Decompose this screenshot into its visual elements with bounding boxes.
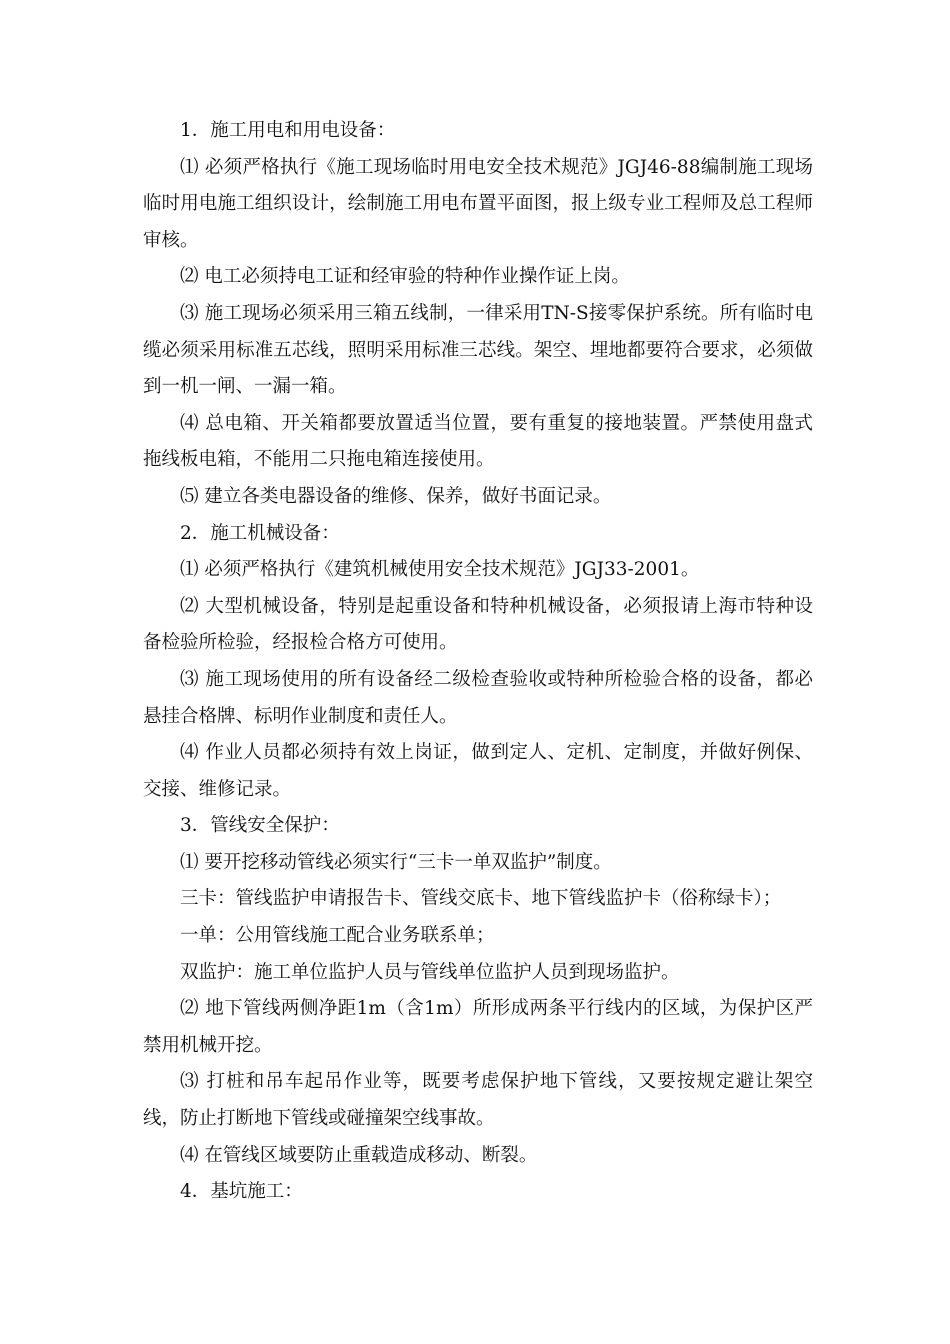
paragraph: 三卡：管线监护申请报告卡、管线交底卡、地下管线监护卡（俗称绿卡）； (180, 888, 782, 910)
section-heading-machinery: 2．施工机械设备： (180, 522, 340, 544)
section-heading-electrical: 1．施工用电和用电设备： (180, 120, 396, 141)
paragraph: ⑵ 地下管线两侧净距1m（含1m）所形成两条平行线内的区域，为保护区严禁用机械开挖。 (143, 998, 813, 1056)
section-heading-foundation-pit: 4．基坑施工： (180, 1181, 303, 1203)
paragraph: ⑶ 施工现场必须采用三箱五线制，一律采用TN-S接零保护系统。所有临时电缆必须采用标准五芯线，照明采用标准三芯线。架空、埋地都要符合要求，必须做到一机一闸、一漏一箱。 (143, 302, 813, 398)
document-body (143, 113, 813, 1211)
paragraph: 一单：公用管线施工配合业务联系单； (180, 925, 495, 947)
paragraph: ⑶ 打桩和吊车起吊作业等，既要考虑保护地下管线，又要按规定避让架空线，防止打断地下管线或碰撞架空线事故。 (143, 1071, 813, 1130)
paragraph: ⑵ 电工必须持电工证和经审验的特种作业操作证上岗。 (180, 266, 630, 288)
paragraph: ⑷ 总电箱、开关箱都要放置适当位置，要有重复的接地装置。严禁使用盘式拖线板电箱，不能用二只拖电箱连接使用。 (143, 412, 813, 471)
paragraph: ⑸ 建立各类电器设备的维修、保养，做好书面记录。 (180, 485, 612, 507)
paragraph: ⑷ 作业人员都必须持有效上岗证，做到定人、定机、定制度，并做好例保、交接、维修记录。 (143, 742, 813, 800)
section-heading-pipeline: 3．管线安全保护： (180, 815, 340, 837)
paragraph: ⑷ 在管线区域要防止重载造成移动、断裂。 (180, 1144, 538, 1166)
paragraph: 双监护：施工单位监护人员与管线单位监护人员到现场监护。 (180, 961, 680, 983)
paragraph: ⑶ 施工现场使用的所有设备经二级检查验收或特种所检验合格的设备，都必悬挂合格牌、标明作业制度和责任人。 (143, 668, 813, 727)
paragraph: ⑴ 必须严格执行《施工现场临时用电安全技术规范》JGJ46-88编制施工现场临时用电施工组织设计，绘制施工用电布置平面图，报上级专业工程师及总工程师审核。 (143, 156, 813, 251)
paragraph: ⑴ 要开挖移动管线必须实行“三卡一单双监护”制度。 (180, 851, 612, 873)
paragraph: ⑴ 必须严格执行《建筑机械使用安全技术规范》JGJ33-2001。 (180, 559, 700, 581)
paragraph: ⑵ 大型机械设备，特别是起重设备和特种机械设备，必须报请上海市特种设备检验所检验，经报检合格方可使用。 (143, 595, 813, 654)
